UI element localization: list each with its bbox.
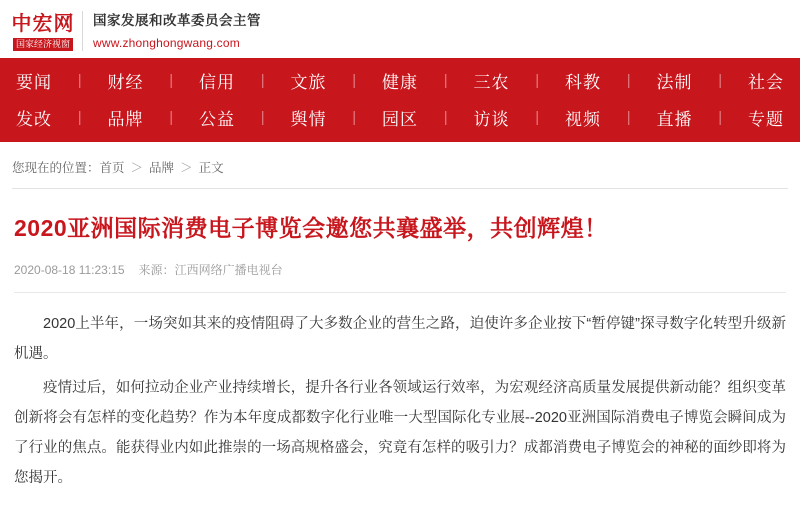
sponsor-line: 国家发展和改革委员会主管 [93,12,261,28]
nav-separator: | [352,72,357,89]
logo-text: 中宏网 [11,11,75,35]
nav-item-fangtan[interactable]: 访谈 [473,110,510,129]
nav-separator: | [535,72,540,89]
nav-item-shehui[interactable]: 社会 [748,73,784,92]
article-meta [14,261,786,278]
nav-item-yuqing[interactable]: 舆情 [290,110,327,129]
source-label: 来源： [138,263,175,277]
nav-separator: | [77,72,82,89]
breadcrumb-item-current: 正文 [198,161,224,175]
publish-datetime: 2020-08-18 11:23:15 [14,262,125,277]
page-title: 2020亚洲国际消费电子博览会邀您共襄盛举，共创辉煌！ [14,215,608,241]
breadcrumb-separator: ＞ [130,161,144,175]
nav-item-yaowen[interactable]: 要闻 [16,73,52,92]
nav-separator: | [352,109,357,126]
nav-item-jiankang[interactable]: 健康 [382,73,418,92]
source-name: 江西网络广播电视台 [174,263,283,277]
nav-item-shipin[interactable]: 视频 [565,110,601,129]
meta-divider [14,292,786,293]
source-group [139,261,283,278]
nav-item-pinpai[interactable]: 品牌 [107,110,144,129]
nav-item-fagai[interactable]: 发改 [16,110,52,129]
nav-separator: | [169,72,174,89]
site-url[interactable]: www.zhonghongwang.com [93,35,240,50]
nav-item-kejiao[interactable]: 科教 [565,73,601,92]
logo-badge: 国家经济视窗 [13,38,73,51]
nav-separator: | [77,109,82,126]
masthead-divider [82,11,83,51]
nav-separator: | [718,109,723,126]
nav-separator: | [626,72,631,89]
breadcrumb-separator: ＞ [180,161,193,175]
site-logo[interactable] [8,10,78,52]
breadcrumb [0,142,800,184]
nav-separator: | [535,109,540,126]
article-paragraph: 疫情过后，如何拉动企业产业持续增长，提升各行业各领域运行效率，为宏观经济高质量发展提供新动能？组织变革创新将会有怎样的变化趋势？作为本年度成都数字化行业唯一大型国际化专业展--2020亚洲国际消费电子博览会瞬间成为了行业的焦点。能获得业内如此推崇的一场高规格盛会，究竟有怎样的吸引力？成都消费电子博览会的神秘的面纱即将为您揭开。 [14,380,786,486]
nav-item-caijing[interactable]: 财经 [107,73,144,92]
nav-separator: | [718,72,723,89]
nav-separator: | [443,72,448,89]
masthead-text [93,11,261,52]
breadcrumb-divider [12,188,788,189]
nav-row-secondary [0,99,800,136]
masthead [0,0,800,58]
article-body [14,309,786,493]
breadcrumb-item-home[interactable]: 首页 [99,161,125,175]
nav-item-yuanqu[interactable]: 园区 [382,110,418,129]
nav-separator: | [169,109,174,126]
nav-item-wenlv[interactable]: 文旅 [290,73,327,92]
nav-item-fazhi[interactable]: 法制 [656,73,693,92]
article-paragraph: 2020上半年，一场突如其来的疫情阻碍了大多数企业的营生之路，迫使许多企业按下“暂停键”探寻数字化转型升级新机遇。 [14,316,786,362]
nav-separator: | [626,109,631,126]
breadcrumb-item-pinpai[interactable]: 品牌 [149,161,175,175]
nav-item-gongyi[interactable]: 公益 [199,110,235,129]
nav-item-sannong[interactable]: 三农 [473,73,510,92]
nav-separator: | [443,109,448,126]
nav-item-zhibo[interactable]: 直播 [656,110,693,129]
nav-item-xinyong[interactable]: 信用 [199,73,235,92]
nav-separator: | [260,72,265,89]
article [0,211,800,493]
breadcrumb-label: 您现在的位置： [12,161,100,175]
nav-item-zhuanti[interactable]: 专题 [748,110,784,129]
main-navigation [0,58,800,142]
nav-row-primary [0,62,800,99]
nav-separator: | [260,109,265,126]
